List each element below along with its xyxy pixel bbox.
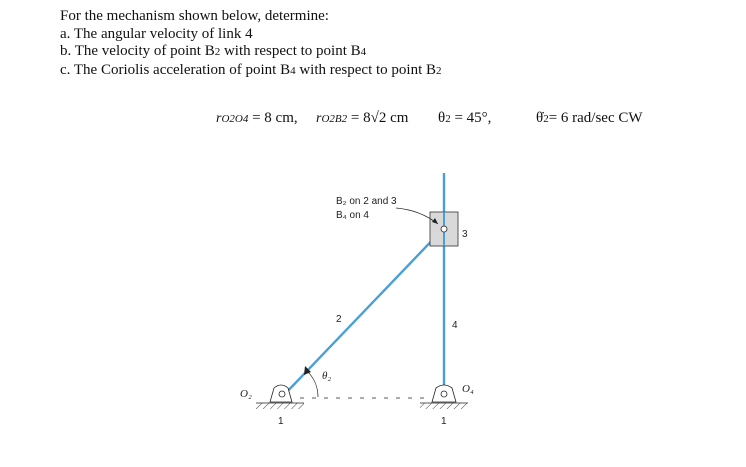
label-b-line1: B₂ on 2 and 3 <box>336 196 397 207</box>
ground-left-label: 1 <box>278 416 284 427</box>
ground-right-label: 1 <box>441 416 447 427</box>
item-c-text: The Coriolis acceleration of point B <box>73 61 291 78</box>
item-a-prefix: a. <box>60 25 74 42</box>
ground-pivot-o4 <box>420 385 468 409</box>
item-b-sub2: 4 <box>360 46 367 58</box>
item-c-mid: with respect to point B <box>295 61 436 78</box>
link-4-label: 4 <box>452 320 458 331</box>
item-b-prefix: b. <box>60 43 75 59</box>
item-b-sub1: 2 <box>214 46 221 58</box>
item-c-prefix: c. <box>60 61 74 78</box>
theta-symbol: θ <box>438 110 446 126</box>
theta-arc <box>307 371 318 397</box>
item-a-text: The angular velocity of link 4 <box>73 25 253 42</box>
omega-value: = 6 rad/sec CW <box>548 110 643 126</box>
given-r-o2o4: rO2O4 = 8 cm, <box>216 110 298 126</box>
link-3-label: 3 <box>462 229 468 240</box>
omega-sub: 2 <box>543 113 549 125</box>
problem-intro: For the mechanism shown below, determine: <box>60 8 329 24</box>
r-o2o4-value: = 8 cm, <box>248 110 298 126</box>
r-o2b2-sub: O2B2 <box>321 113 348 125</box>
given-r-o2b2: rO2B2 = 8√2 cm <box>316 110 409 126</box>
item-c-sub1: 4 <box>290 64 296 77</box>
o4-label: O₄ <box>462 383 474 395</box>
ground-pivot-o2 <box>256 385 304 409</box>
theta-value: = 45°, <box>450 110 492 126</box>
label-b-line2: B₄ on 4 <box>336 210 369 221</box>
pin-b <box>441 226 447 232</box>
link-2-label: 2 <box>336 314 342 325</box>
theta-sub: 2 <box>445 113 451 125</box>
o2-label: O₂ <box>240 388 252 400</box>
r-o2o4-sub: O2O4 <box>221 113 249 125</box>
item-b-text: The velocity of point B <box>74 43 215 59</box>
omega-symbol: θ̇ <box>536 110 544 126</box>
item-b-mid: with respect to point B <box>220 43 361 59</box>
r-o2b2-value: = 8√2 cm <box>347 110 409 126</box>
item-c-sub2: 2 <box>436 64 442 77</box>
theta-label: θ₂ <box>322 370 332 382</box>
